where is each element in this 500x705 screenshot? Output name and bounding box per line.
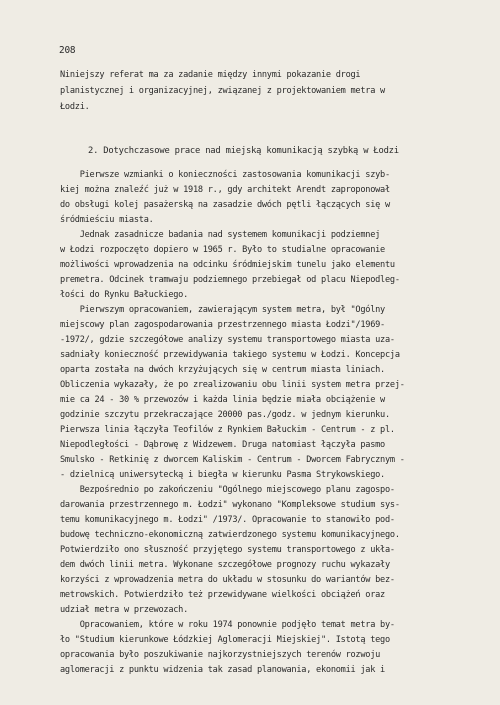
- body-line: metrowskich. Potwierdziło też przewidywane wielkości obciążeń oraz: [60, 590, 385, 600]
- body-line: Pierwszym opracowaniem, zawierającym system metra, był "Ogólny: [60, 305, 385, 315]
- intro-line: Łodzi.: [60, 102, 90, 112]
- body-line: aglomeracji z punktu widzenia tak zasad planowania, ekonomii jak i: [60, 665, 385, 675]
- body-line: budowę techniczno-ekonomiczną zatwierdzonego systemu komunikacyjnego.: [60, 530, 400, 540]
- body-line: kiej można znaleźć już w 1918 r., gdy architekt Arendt zaproponował: [60, 185, 390, 195]
- body-line: Jednak zasadnicze badania nad systemem komunikacji podziemnej: [60, 230, 381, 240]
- body-line: sadniały konieczność przewidywania takiego systemu w Łodzi. Koncepcja: [60, 350, 400, 360]
- body-line: -1972/, gdzie szczegółowe analizy systemu transportowego miasta uza-: [60, 335, 395, 345]
- body-line: godzinie szczytu przekraczające 20000 pas./godz. w jednym kierunku.: [60, 410, 390, 420]
- body-line: do obsługi kolej pasażerską na zasadzie dwóch pętli łączących się w: [60, 200, 390, 210]
- body-line: Bezpośrednio po zakończeniu "Ogólnego miejscowego planu zagospo-: [60, 485, 395, 495]
- body-line: Niepodległości - Dąbrowę z Widzewem. Druga natomiast łączyła pasmo: [60, 440, 385, 450]
- intro-line: planistycznej i organizacyjnej, związanej z projektowaniem metra w: [60, 86, 385, 96]
- body-line: dem dwóch linii metra. Wykonane szczegółowe prognozy ruchu wykazały: [60, 560, 390, 570]
- body-line: mie ca 24 - 30 % przewozów i każda linia będzie miała obciążenie w: [60, 395, 385, 405]
- section-heading: 2. Dotychczasowe prace nad miejską komunikacją szybką w Łodzi: [88, 146, 399, 156]
- body-line: Pierwsze wzmianki o konieczności zastosowania komunikacji szyb-: [60, 170, 390, 180]
- body-line: darowania przestrzennego m. Łodzi" wykonano "Kompleksowe studium sys-: [60, 500, 400, 510]
- body-line: - dzielnicą uniwersytecką i biegła w kierunku Pasma Strykowskiego.: [60, 470, 385, 480]
- body-line: opracowania było poszukiwanie najkorzystniejszych terenów rozwoju: [60, 650, 381, 660]
- body-line: Opracowaniem, które w roku 1974 ponownie podjęło temat metra by-: [60, 620, 395, 630]
- body-line: premetra. Odcinek tramwaju podziemnego przebiegał od placu Niepodleg-: [60, 275, 400, 285]
- body-line: Obliczenia wykazały, że po zrealizowaniu obu linii system metra przej-: [60, 380, 405, 390]
- body-line: korzyści z wprowadzenia metra do układu w stosunku do wariantów bez-: [60, 575, 395, 585]
- body-line: możliwości wprowadzenia na odcinku śródmiejskim tunelu jako elementu: [60, 260, 395, 270]
- intro-line: Niniejszy referat ma za zadanie między innymi pokazanie drogi: [60, 70, 361, 80]
- body-line: udział metra w przewozach.: [60, 605, 189, 615]
- body-line: śródmieściu miasta.: [60, 215, 154, 225]
- body-line: w Łodzi rozpoczęto dopiero w 1965 r. Było to studialne opracowanie: [60, 245, 385, 255]
- body-line: oparta została na dwóch krzyżujących się w centrum miasta liniach.: [60, 365, 385, 375]
- body-line: temu komunikacyjnego m. Łodzi" /1973/. Opracowanie to stanowiło pod-: [60, 515, 395, 525]
- body-line: miejscowy plan zagospodarowania przestrzennego miasta Łodzi"/1969-: [60, 320, 385, 330]
- page-number: 208: [59, 45, 76, 56]
- body-line: łości do Rynku Bałuckiego.: [60, 290, 189, 300]
- body-line: ło "Studium kierunkowe Łódzkiej Aglomeracji Miejskiej". Istotą tego: [60, 635, 390, 645]
- body-line: Pierwsza linia łączyła Teofilów z Rynkiem Bałuckim - Centrum - z pl.: [60, 425, 395, 435]
- body-line: Smulsko - Retkinię z dworcem Kaliskim - Centrum - Dworcem Fabrycznym -: [60, 455, 405, 465]
- body-line: Potwierdziło ono słuszność przyjętego systemu transportowego z ukła-: [60, 545, 395, 555]
